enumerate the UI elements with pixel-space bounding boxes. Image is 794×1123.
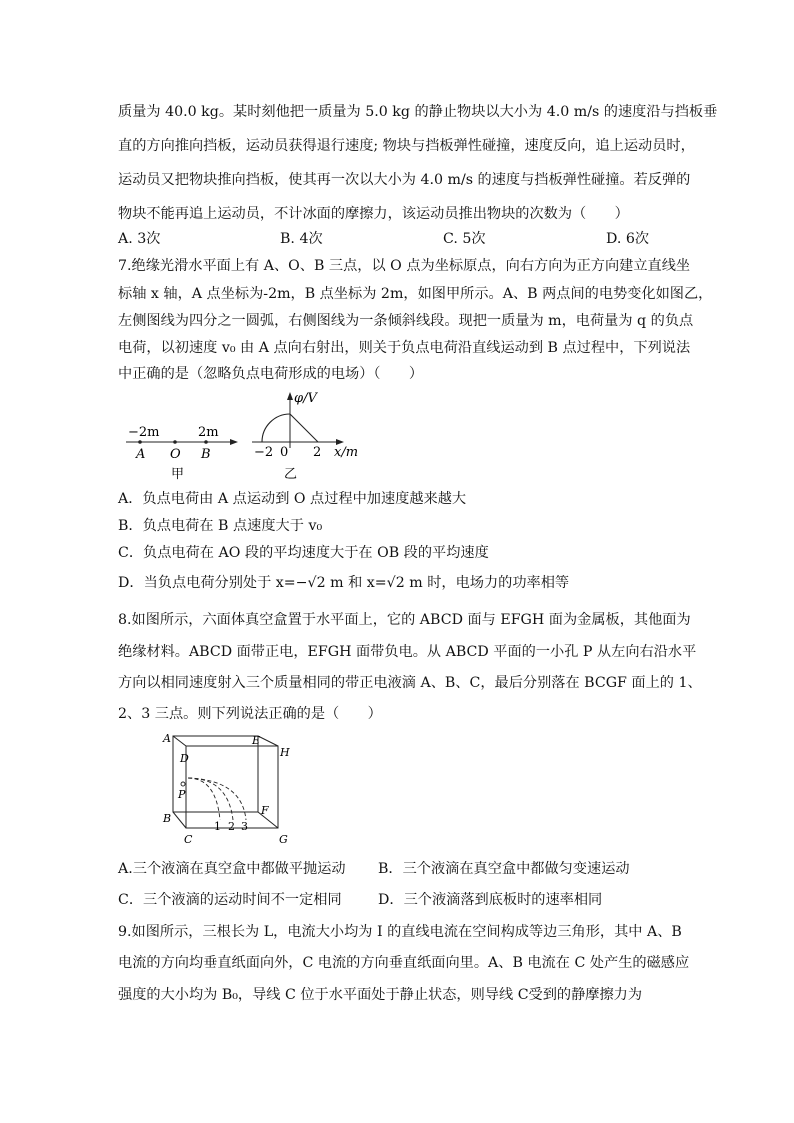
q8-option-c: C．三个液滴的运动时间不一定相同 (118, 892, 342, 908)
q8-line-2: 绝缘材料。ABCD 面带正电，EFGH 面带负电。从 ABCD 平面的一小孔 P 从左向右沿水平 (118, 644, 697, 660)
box-point-2: 2 (228, 820, 235, 833)
q6-line-1: 质量为 40.0 kg。某时刻他把一质量为 5.0 kg 的静止物块以大小为 4.0 m/s 的速度沿与挡板垂 (118, 104, 718, 120)
jia-label-b-coord: 2m (198, 425, 219, 440)
figure-yi-potential-graph (246, 386, 366, 486)
q9-line-3: 强度的大小均为 B₀，导线 C 位于水平面处于静止状态，则导线 C受到的静摩擦力为 (118, 987, 643, 1003)
q7-option-c: C．负点电荷在 AO 段的平均速度大于在 OB 段的平均速度 (118, 545, 489, 561)
q7-line-3: 左侧图线为四分之一圆弧，右侧图线为一条倾斜线段。现把一质量为 m，电荷量为 q 的负点 (118, 313, 694, 329)
yi-x-axis-label: x/m (334, 445, 359, 460)
yi-tick-neg: −2 (254, 445, 274, 460)
jia-label-o: O (170, 447, 181, 462)
yi-tick-pos: 2 (313, 445, 322, 460)
yi-y-axis-label: φ/V (294, 391, 317, 406)
jia-label-b: B (201, 447, 211, 462)
figure-vacuum-box (158, 728, 298, 853)
q6-option-d: D. 6次 (606, 231, 650, 247)
q6-line-4: 物块不能再追上运动员，不计冰面的摩擦力，该运动员推出物块的次数为（ ） (118, 206, 629, 222)
box-point-1: 1 (214, 820, 221, 833)
q9-line-1: 9.如图所示，三根长为 L，电流大小均为 I 的直线电流在空间构成等边三角形，其中 A、B (118, 924, 682, 940)
q8-option-b: B．三个液滴在真空盒中都做匀变速运动 (378, 861, 630, 877)
jia-label-a: A (136, 447, 146, 462)
box-label-f: F (261, 804, 269, 817)
jia-caption: 甲 (171, 467, 185, 482)
yi-tick-zero: 0 (280, 445, 289, 460)
q6-option-a: A. 3次 (118, 231, 161, 247)
box-label-e: E (252, 734, 261, 747)
box-point-3: 3 (241, 820, 248, 833)
q7-line-5: 中正确的是（忽略负点电荷形成的电场）（ ） (118, 366, 424, 382)
box-label-h: H (280, 746, 290, 759)
box-label-g: G (279, 833, 288, 846)
q8-option-a: A.三个液滴在真空盒中都做平抛运动 (118, 861, 346, 877)
yi-caption: 乙 (284, 467, 298, 482)
q6-option-c: C. 5次 (443, 231, 486, 247)
box-label-c: C (184, 833, 193, 846)
box-label-d: D (180, 752, 189, 765)
box-label-b: B (163, 812, 172, 825)
q7-option-d: D．当负点电荷分别处于 x=−√2 m 和 x=√2 m 时，电场力的功率相等 (118, 575, 570, 591)
q8-line-1: 8.如图所示，六面体真空盒置于水平面上，它的 ABCD 面与 EFGH 面为金属板，其他面为 (118, 612, 691, 628)
q8-option-d: D．三个液滴落到底板时的速率相同 (378, 892, 603, 908)
q6-line-2: 直的方向推向挡板，运动员获得退行速度; 物块与挡板弹性碰撞，速度反向，追上运动员时， (118, 138, 695, 154)
q6-option-b: B. 4次 (280, 231, 323, 247)
box-label-p: P (178, 788, 186, 801)
q7-option-a: A．负点电荷由 A 点运动到 O 点过程中加速度越来越大 (118, 491, 467, 507)
q8-line-4: 2、3 三点。则下列说法正确的是（ ） (118, 706, 382, 722)
q6-line-3: 运动员又把物块推向挡板，使其再一次以大小为 4.0 m/s 的速度与挡板弹性碰撞。若反弹的 (118, 172, 691, 188)
figure-jia-number-line (118, 420, 243, 482)
q7-line-1: 7.绝缘光滑水平面上有 A、O、B 三点，以 O 点为坐标原点，向右方向为正方向建立直线坐 (118, 258, 691, 274)
q7-option-b: B．负点电荷在 B 点速度大于 v₀ (118, 518, 323, 534)
q7-line-2: 标轴 x 轴，A 点坐标为-2m，B 点坐标为 2m，如图甲所示。A、B 两点间的电势变化如图乙， (118, 286, 713, 302)
q7-line-4: 电荷，以初速度 v₀ 由 A 点向右射出，则关于负点电荷沿直线运动到 B 点过程中，下列说法 (118, 340, 691, 356)
q9-line-2: 电流的方向均垂直纸面向外，C 电流的方向垂直纸面向里。A、B 电流在 C 处产生的磁感应 (118, 955, 690, 971)
q8-line-3: 方向以相同速度射入三个质量相同的带正电液滴 A、B、C，最后分别落在 BCGF 面上的 1、 (118, 675, 702, 691)
box-label-a: A (163, 732, 171, 745)
jia-label-a-coord: −2m (128, 425, 160, 440)
